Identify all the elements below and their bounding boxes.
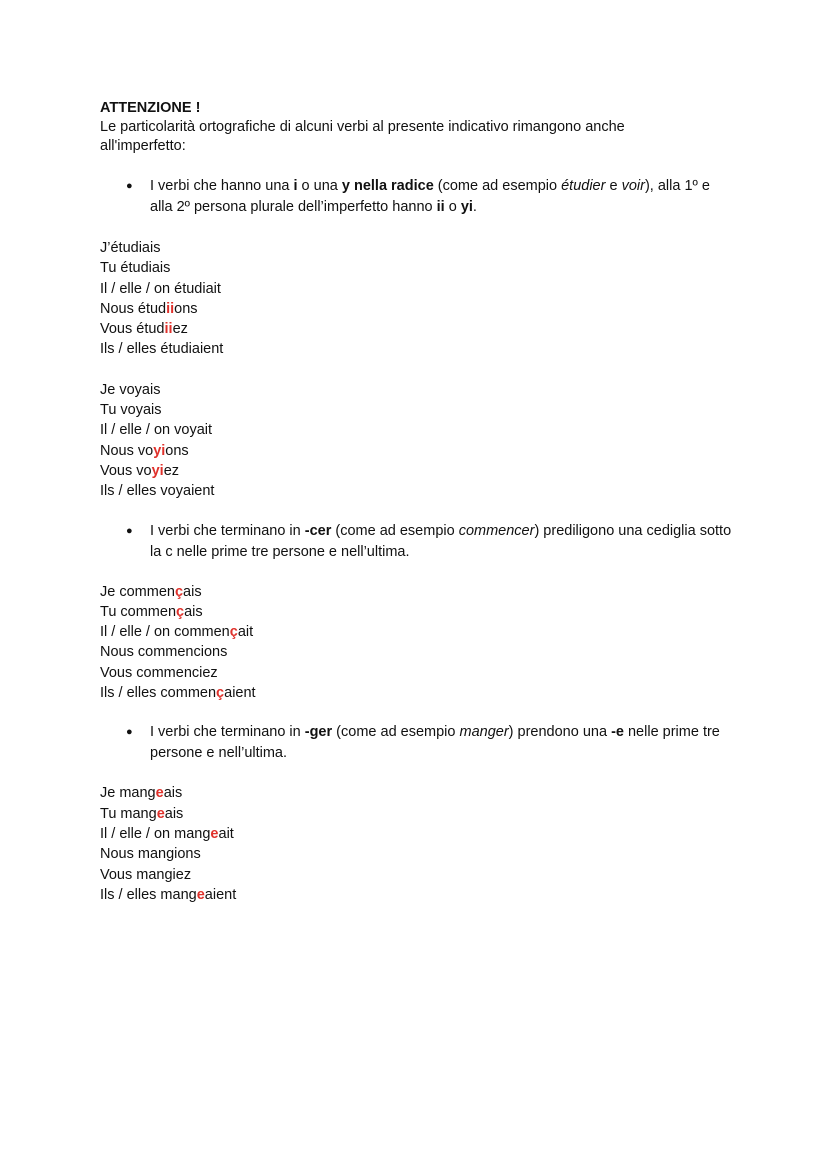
highlight: ç <box>216 685 225 702</box>
conjugation-line: Nous voyions <box>100 442 189 459</box>
conjugation-line: Il / elle / on commençait <box>100 624 254 641</box>
conjugation-manger <box>100 783 740 905</box>
conjugation-line: Je voyais <box>100 381 161 398</box>
conjugation-line: Tu commençais <box>100 603 203 620</box>
conjugation-line: Vous étudiiez <box>100 321 188 338</box>
conjugation-commencer <box>100 582 740 704</box>
highlight: ii <box>166 300 175 317</box>
rule-2-bullet: ● I verbi che terminano in -cer (come ad esempio commencer) prediligono una cediglia sotto la c nelle prime tre persone e nell’ultima. <box>126 522 732 560</box>
conjugation-line: Tu étudiais <box>100 260 171 277</box>
conjugation-voir <box>100 380 740 502</box>
highlight: ç <box>176 603 185 620</box>
conjugation-line: Tu voyais <box>100 402 162 419</box>
rule-3-bullet: ● I verbi che terminano in -ger (come ad esempio manger) prendono una -e nelle prime tre persone e nell’ultima. <box>126 724 720 762</box>
intro-paragraph: Le particolarità ortografiche di alcuni verbi al presente indicativo rimangono anche all'imperfetto: <box>100 119 625 154</box>
conjugation-line: Vous commenciez <box>100 664 218 681</box>
conjugation-line: Ils / elles voyaient <box>100 483 215 500</box>
conjugation-line: Vous mangiez <box>100 866 192 883</box>
conjugation-line: J’étudiais <box>100 240 161 256</box>
conjugation-line: Ils / elles commençaient <box>100 685 256 702</box>
highlight: e <box>210 825 219 842</box>
highlight: yi <box>153 442 166 459</box>
conjugation-line: Nous mangions <box>100 846 201 863</box>
conjugation-line: Ils / elles mangeaient <box>100 886 237 903</box>
conjugation-line: Vous voyiez <box>100 462 180 479</box>
highlight: ii <box>164 321 173 338</box>
highlight: ç <box>229 624 238 641</box>
conjugation-line: Je mangeais <box>100 785 183 802</box>
conjugation-line: Il / elle / on étudiait <box>100 280 221 297</box>
highlight: e <box>155 785 164 802</box>
document-page <box>100 99 740 905</box>
highlight: ç <box>174 583 184 600</box>
heading: ATTENZIONE ! <box>100 100 201 116</box>
rule-1-bullet: ● I verbi che hanno una i o una y nella radice (come ad esempio étudier e voir), alla 1º e alla 2º persona plurale dell’imperfetto hanno ii o yi. <box>126 178 710 215</box>
bullet-icon: ● <box>126 726 133 739</box>
conjugation-line: Il / elle / on voyait <box>100 422 213 439</box>
highlight: yi <box>151 462 164 479</box>
conjugation-line: Ils / elles étudiaient <box>100 341 224 358</box>
bullet-icon: ● <box>126 180 133 192</box>
conjugation-etudier <box>100 238 740 360</box>
conjugation-line: Je commençais <box>100 583 202 600</box>
conjugation-line: Tu mangeais <box>100 805 184 822</box>
highlight: e <box>196 886 205 903</box>
highlight: e <box>156 805 165 822</box>
bullet-icon: ● <box>126 524 133 537</box>
conjugation-line: Nous étudiions <box>100 300 198 317</box>
conjugation-line: Il / elle / on mangeait <box>100 825 234 842</box>
conjugation-line: Nous commencions <box>100 644 228 661</box>
